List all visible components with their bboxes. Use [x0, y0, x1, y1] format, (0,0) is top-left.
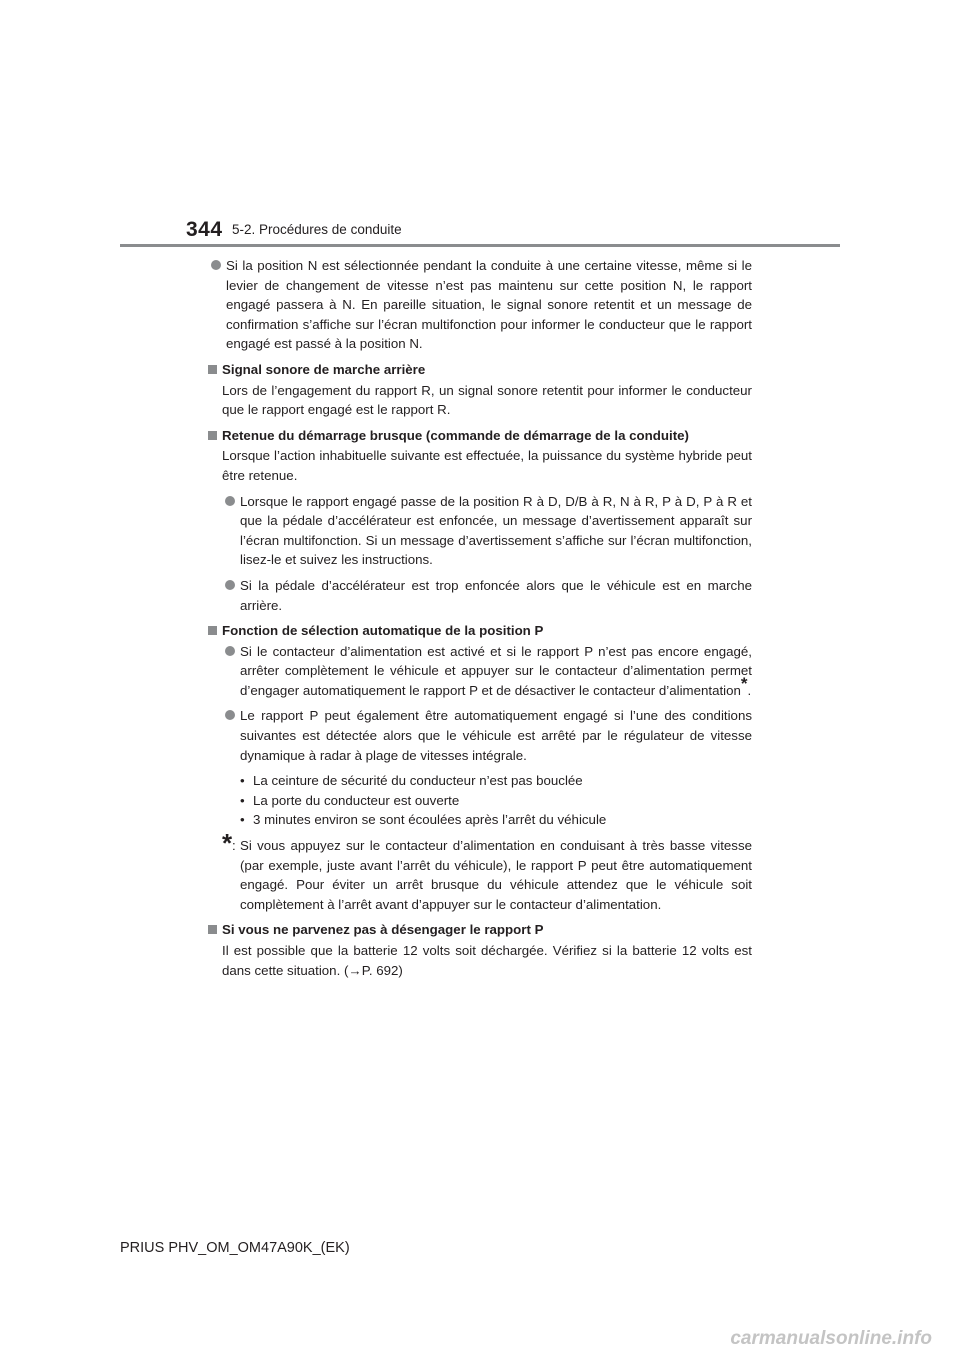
bullet-text: Si la position N est sélectionnée pendant la conduite à une certaine vitesse, même si le levier de changement de vitesse n’est pas maintenu sur cette position N, le rapport engagé passera à N. En pareille situation, le signal sonore retentit et un message de confirmation s’affiche sur l’écran multifonction pour informer le conducteur que le rapport engagé est passé à la position N. [226, 258, 752, 352]
list-item [222, 576, 752, 615]
watermark: carmanualsonline.info [730, 1328, 932, 1349]
page-content [208, 256, 752, 986]
square-bullet-icon [208, 365, 217, 374]
footnote-star: * [222, 828, 233, 859]
list-item [222, 706, 752, 765]
bullet-text: Le rapport P peut également être automatiquement engagé si l’une des conditions suivantes est détectée alors que le véhicule est arrêté par le régulateur de vitesse dynamique à radar à plage de vitesses intégrale. [240, 708, 752, 763]
page-header [0, 0, 960, 250]
square-bullet-icon [208, 626, 217, 635]
footnote [208, 828, 752, 914]
list-item [222, 492, 752, 570]
footnote-colon: : [232, 838, 236, 854]
section-heading-reverse-signal [208, 360, 752, 380]
document-code: PRIUS PHV_OM_OM47A90K_(EK) [120, 1240, 350, 1256]
round-bullet-icon [225, 646, 235, 656]
section-title: 5-2. Procédures de conduite [232, 222, 402, 237]
page-number: 344 [186, 218, 223, 241]
paragraph: Lorsque l’action inhabituelle suivante est effectuée, la puissance du système hybride peut être retenue. [222, 448, 752, 483]
condition-item: • La ceinture de sécurité du conducteur n’est pas bouclée [240, 771, 752, 791]
bullet-text: Lorsque le rapport engagé passe de la position R à D, D/B à R, N à R, P à D, P à R et que la pédale d’accélérateur est enfoncée, un message d’avertissement apparaît sur l’écran multifonction. Si un message d’avertissement s’affiche sur l’écran multifonction, lisez-le et suivez les instructions. [240, 493, 752, 568]
round-bullet-icon [225, 710, 235, 720]
list-item [222, 642, 752, 701]
footnote-star-marker: * [740, 673, 748, 693]
round-bullet-icon [225, 496, 235, 506]
paragraph: Lors de l’engagement du rapport R, un signal sonore retentit pour informer le conducteur que le rapport engagé est le rapport R. [222, 382, 752, 418]
bullet-text: Si la pédale d’accélérateur est trop enfoncée alors que le véhicule est en marche arrière. [240, 577, 752, 613]
header-divider [120, 244, 840, 247]
section-heading-disengage-p [208, 920, 752, 940]
square-bullet-icon [208, 431, 217, 440]
list-item [208, 256, 752, 354]
heading-text: Signal sonore de marche arrière [222, 361, 426, 377]
conditions-list [222, 771, 752, 830]
footnote-text: Si vous appuyez sur le contacteur d’alimentation en conduisant à très basse vitesse (par exemple, juste avant l’arrêt du véhicule), le rapport P peut être automatiquement engagé. Pour éviter un arrêt brusque du véhicule attendez que le véhicule soit complètement à l’arrêt avant d’appuyer sur le contacteur d’alimentation. [240, 838, 752, 912]
round-bullet-icon [211, 260, 221, 270]
square-bullet-icon [208, 925, 217, 934]
condition-item: • La porte du conducteur est ouverte [240, 791, 752, 811]
heading-text: Si vous ne parvenez pas à désengager le rapport P [222, 922, 544, 938]
heading-text: Fonction de sélection automatique de la position P [222, 623, 544, 639]
paragraph: Il est possible que la batterie 12 volts soit déchargée. Vérifiez si la batterie 12 volts est dans cette situation. (→P. 692) [222, 943, 752, 978]
bullet-text: Si le contacteur d’alimentation est activé et si le rapport P n’est pas encore engagé, arrêter complètement le véhicule et appuyer sur le contacteur d’alimentation permet d’engager automatiquement le rapport P et de désactiver le contacteur d’alimentation [240, 643, 752, 698]
heading-text: Retenue du démarrage brusque (commande de démarrage de la conduite) [222, 427, 689, 443]
section-heading-auto-p [208, 621, 752, 641]
bullet-end: . [747, 682, 752, 698]
condition-item: • 3 minutes environ se sont écoulées après l’arrêt du véhicule [240, 810, 752, 830]
section-heading-sudden-start [208, 426, 752, 446]
round-bullet-icon [225, 580, 235, 590]
